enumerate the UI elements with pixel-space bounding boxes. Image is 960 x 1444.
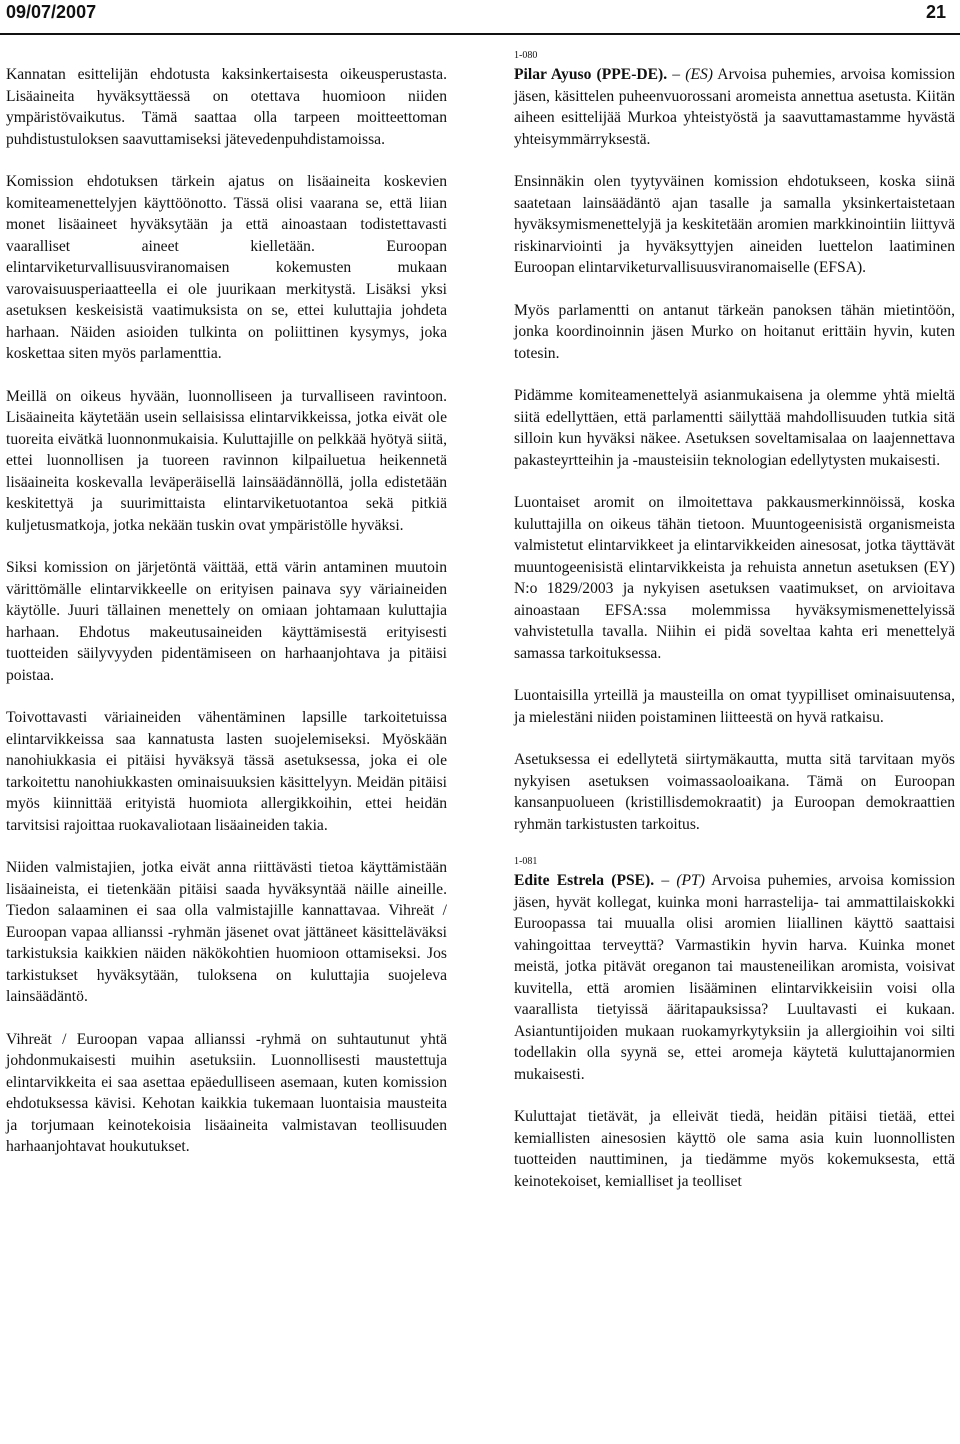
paragraph: Asetuksessa ei edellytetä siirtymäkautta, mutta sitä tarvitaan myös nykyisen asetuksen voimassaoloaikana. Tämä on Euroopan kansanpuolueen (kristillisdemokraatit) ja Euroopan demokraattien ryhmän tarkistusten tarkoitus. [514,751,955,833]
speech-opening [514,870,955,1085]
paragraph: Kannatan esittelijän ehdotusta kaksinkertaisesta oikeusperustasta. Lisäaineita hyväksyttäessä on otettava huomioon niiden ympäristövaikutus. Tämä saattaa olla tarpeen moitteettoman puhdistustuloksen saavuttamiseksi jätevedenpuhdistamoissa. [6,66,447,148]
speaker-dash: – [654,872,677,889]
language-tag: (PT) [676,872,705,889]
speech-pilar-ayuso [514,50,955,150]
item-number: 1-081 [514,856,538,867]
paragraph: Toivottavasti väriaineiden vähentäminen lapsille tarkoitetuissa elintarvikkeissa saa kannatusta lasten suojelemiseksi. Myöskään nanohiukkasia ei pitäisi hyväksyä tässä asetuksessa, joka ei ole tarkoitettu nanohiukkasten ominaisuuksien käsittelyyn. Meidän pitäisi myös kiinnittää erityistä huomiota allergikkoihin, ettei heidän tarvitsisi rajoittaa ruokavaliotaan lisäaineiden takia. [6,709,447,834]
language-tag: (ES) [685,66,713,83]
paragraph: Kuluttajat tietävät, ja elleivät tiedä, heidän pitäisi tietää, ettei kemiallisten ainesosien käyttö ole sama asia kuin luonnollisten tuotteiden nauttiminen, ja tiedämme myös kokemuksesta, että keinotekoiset, kemialliset ja teolliset [514,1108,955,1190]
speaker-name: Pilar Ayuso (PPE-DE). [514,66,668,83]
paragraph: Siksi komission on järjetöntä väittää, että värin antaminen muutoin värittömälle elintarvikkeelle on erityisen painava syy väriaineiden käytölle. Juuri tällainen menettely on omiaan johtamaan kuluttajia harhaan. Ehdotus makeutusaineiden käyttämisestä erityisesti tuotteiden säilyvyyden pidentämiseen on harhaanjohtava ja pitäisi poistaa. [6,559,447,684]
right-column [514,50,955,1213]
speech-opening [514,64,955,150]
paragraph: Myös parlamentti on antanut tärkeän panoksen tähän mietintöön, jonka koordinoinnin jäsen Murko on hoitanut erittäin hyvin, kuten totesin. [514,301,955,362]
page-number: 21 [925,2,946,22]
paragraph: Luontaisilla yrteillä ja mausteilla on omat tyypilliset ominaisuutensa, ja mielestäni niiden poistaminen liitteestä on hyvä ratkaisu. [514,687,955,726]
paragraph: Meillä on oikeus hyvään, luonnolliseen ja turvalliseen ravintoon. Lisäaineita käytetään usein sellaisissa elintarvikkeissa, jotka eivät ole tuoreita eivätkä luonnonmukaisia. Kuluttajille on pelkkää hyötyä siitä, ettei luonnollisen ja tuoreen ravinnon kilpailuetua heikennetä lisäaineita koskevalla leväperäisellä lainsäädännöllä, jolla edistetään keskitettyä ja suurimittaista elintarviketuotantoa sekä pitkiä kuljetusmatkoja, jotka nekään tuskin ovat ympäristölle hyväksi. [6,387,447,534]
speaker-name: Edite Estrela (PSE). [514,872,655,889]
speech-text: Arvoisa puhemies, arvoisa komission jäsen, hyvät kollegat, kuinka moni harrastelija- tai ammattilaiskokki Euroopassa tai muualla olisi aromien liiallinen käyttö saattaisi vahingoittaa terveyttä? Varmastikin hyvin harva. Kuinka monet meistä, jotka pitävät oreganon tai mausteneilikan aromista, voisivat kuvitella, että aromien lisääminen elintarvikkeisiin voisi olla vaarallista tietyissä ääritapauksissa? Luultavasti ei kukaan. Asiantuntijoiden mukaan ruokamyrkytyksiin ja allergioihin voi silti todellakin olla syynä se, ettei aromeja käytetä kuluttajanormien mukaisesti. [514,872,955,1083]
speech-text: Arvoisa puhemies, arvoisa komission jäsen, käsittelen puheenvuorossani aromeista annettua asetusta. Kiitän aiheen esittelijää Murkoa yhteistyöstä ja saavuttamastamme hyvästä yhteisymmärryksestä. [514,66,955,148]
speaker-dash: – [667,66,686,83]
paragraph: Vihreät / Euroopan vapaa allianssi -ryhmä on suhtautunut yhtä johdonmukaisesti muihin asetuksiin. Luonnollisesti maustettuja elintarvikkeita ei saa asettaa epäedulliseen asemaan, kuten komission ehdotuksessa kävisi. Kehotan kaikkia tukemaan luontaisia mausteita ja torjumaan keinotekoisia lisäaineita valmistavan teollisuuden harhaanjohtavat houkutukset. [6,1030,447,1155]
paragraph: Luontaiset aromit on ilmoitettava pakkausmerkinnöissä, koska kuluttajilla on oikeus tähän tietoon. Muuntogeenisistä organismeista valmistetut elintarvikkeet ja elintarvikkeiden ainesosat, jotka täyttävät muuntogeenisistä elintarvikkeista ja rehuista annetun asetuksen (EY) N:o 1829/2003 ja nykyisen asetuksen vaatimukset, on arvioitava ainoastaan EFSA:ssa molemmissa hyväksymismenettelyissä vahvistetulla tavalla. Niihin ei pidä soveltaa kahta eri menettelyä samassa tarkoituksessa. [514,494,955,662]
left-column [6,64,447,1179]
speech-edite-estrela [514,856,955,1085]
paragraph: Niiden valmistajien, jotka eivät anna riittävästi tietoa käyttämistään lisäaineista, ei tietenkään pitäisi saada hyväksyntää näille aineille. Tiedon salaaminen ei saa olla valmistajille kannattavaa. Vihreät / Euroopan vapaa allianssi -ryhmän jäsenet ovat jättäneet käsitteläväksi tarkistuksia kaikkien näiden näkökohtien huomioon ottamiseksi. Jos tarkistukset hyväksytään, tuloksena on kuluttajia suojeleva lainsäädäntö. [6,859,447,1005]
header-rule [0,33,960,35]
page-header [0,0,960,42]
header-date: 09/07/2007 [6,2,97,22]
paragraph: Komission ehdotuksen tärkein ajatus on lisäaineita koskevien komiteamenettelyjen käyttöönotto. Tässä olisi vaarana se, että liian monet lisäaineet hyväksytään ja että ainoastaan todistettavasti vaaralliset aineet kielletään. Euroopan elintarviketurvallisuusviranomaisen kokemusten mukaan varovaisuusperiaatteella ei ole juurikaan merkitystä. Lisäksi yksi asetuksen keskeisistä vaatimuksista on se, ettei kuluttajia johdeta harhaan. Näiden asioiden tulkinta on poliittinen kysymys, joka koskettaa siten myös parlamenttia. [6,173,447,362]
paragraph: Pidämme komiteamenettelyä asianmukaisena ja olemme yhtä mieltä siitä edellyttäen, että parlamentti säilyttää mahdollisuuden tutkia sitä silloin kun hyväksi näkee. Asetuksen soveltamisalaa on laajennettava pakasteyrtteihin ja -mausteisiin teknologian edellytysten mukaisesti. [514,387,955,469]
item-number: 1-080 [514,50,538,61]
paragraph: Ensinnäkin olen tyytyväinen komission ehdotukseen, koska siinä saatetaan lainsäädäntö ajan tasalle ja samalla yksinkertaistetaan hyväksymismenettelyjä ja keskitetään aromien markkinointiin liittyvä riskinarviointi ja hyväksyttyjen aineiden luettelon laatiminen Euroopan elintarviketurvallisuusviranomaiselle (EFSA). [514,173,955,276]
